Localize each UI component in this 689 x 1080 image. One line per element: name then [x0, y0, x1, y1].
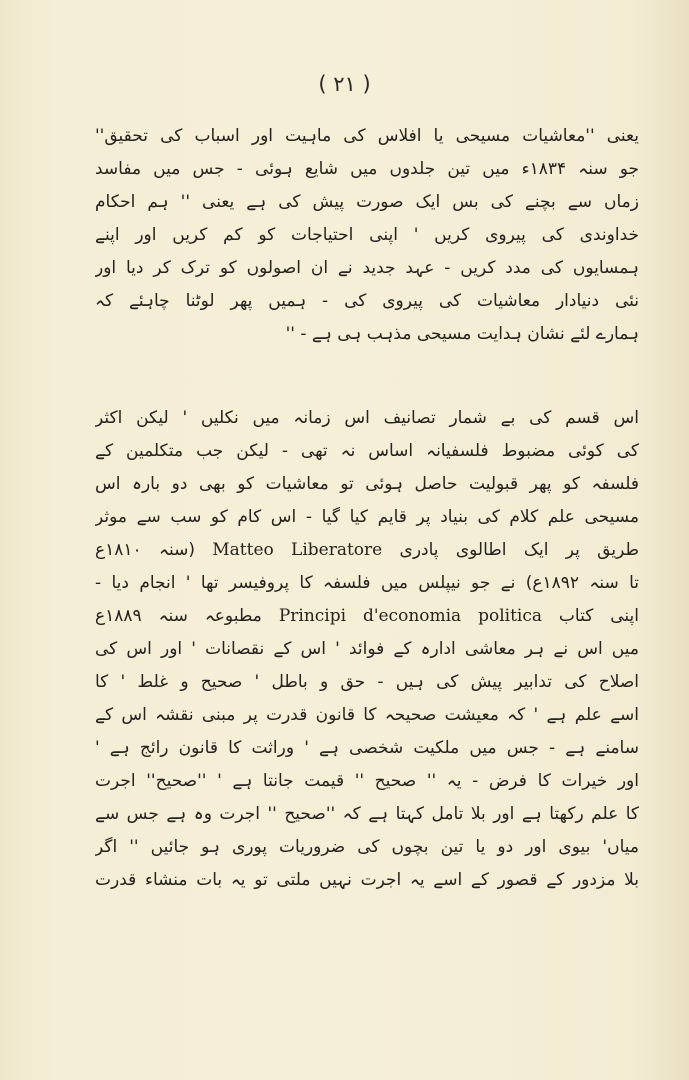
text-line: جو سنہ ۱۸۳۴ء میں تین جلدوں میں شایع ہوئی - جس میں مفاسد [95, 159, 639, 179]
urdu-text: اپنی کتاب [558, 606, 639, 626]
text-line: اسے علم ہے ' کہ معیشت صحیحہ کا قانون قدرت پر مبنی نقشہ اس کے [95, 705, 639, 725]
text-line: سامنے ہے - جس میں ملکیت شخصی ہے ' وراثت کا قانون رائج ہے ' [95, 738, 639, 758]
text-line: کا علم رکھتا ہے اور بلا تامل کہتا ہے کہ ''صحیح '' اجرت وہ ہے جس سے [95, 804, 639, 824]
text-line: اصلاح کی تدابیر پیش کی ہیں - حق و باطل ' صحیح و غلط ' کا [95, 672, 639, 692]
text-line: میں اس نے ہر معاشی ادارہ کے فوائد ' اس کے نقصانات ' اور اس کی [95, 639, 639, 659]
urdu-text: طریق پر ایک اطالوی پادری [399, 540, 639, 560]
text-line: نئی دنیادار معاشیات کی پیروی کی - ہمیں پھر لوٹنا چاہئے کہ [95, 291, 639, 311]
text-line: اس قسم کی بے شمار تصانیف اس زمانہ میں نکلیں ' لیکن اکثر [95, 408, 639, 428]
text-line-with-latin [95, 600, 639, 633]
text-line: اور خیرات کا فرض - یہ '' صحیح '' قیمت جانتا ہے ' ''صحیح'' اجرت [95, 771, 639, 791]
paragraph-2 [95, 402, 639, 897]
text-line-with-latin [95, 534, 639, 567]
text-line: تا سنہ ۱۸۹۲ع) نے جو نیپلس میں فلسفہ کا پروفیسر تھا ' انجام دیا - [95, 573, 639, 593]
text-line: یعنی ''معاشیات مسیحی یا افلاس کی ماہیت اور اسباب کی تحقیق'' [95, 126, 639, 146]
latin-book-title: Principi d'economia politica [278, 606, 543, 626]
text-line: بلا مزدور کے قصور کے اسے یہ اجرت نہیں ملتی تو یہ بات منشاء قدرت [95, 870, 639, 890]
text-line: زماں سے بچنے کی بس ایک صورت پیش کی ہے یعنی '' ہم احکام [95, 192, 639, 212]
text-line: ہمسایوں کی مدد کریں - عہد جدید نے ان اصولوں کو ترک کر دیا اور [95, 258, 639, 278]
text-line: کی کوئی مضبوط فلسفیانہ اساس نہ تھی - لیکن جب متکلمین کے [95, 441, 639, 461]
text-line: ہمارے لئے نشان ہدایت مسیحی مذہب ہی ہے - '' [285, 324, 639, 344]
urdu-text: (سنہ ۱۸۱۰ع [95, 540, 195, 560]
text-line: خداوندی کی پیروی کریں ' اپنی احتیاجات کو کم کریں اور اپنے [95, 225, 639, 245]
text-line: میاں' بیوی اور دو یا تین بچوں کی ضروریات پوری ہو جائیں '' اگر [95, 837, 639, 857]
text-line: مسیحی علم کلام کی بنیاد پر قایم کیا گیا - اس کام کو سب سے موثر [95, 507, 639, 527]
urdu-text: مطبوعہ سنہ ۱۸۸۹ع [95, 606, 262, 626]
text-line: فلسفہ کو پھر قبولیت حاصل ہوئی تو معاشیات کو بھی دو بارہ اس [95, 474, 639, 494]
latin-name: Matteo Liberatore [212, 540, 383, 560]
paragraph-1 [95, 120, 639, 351]
page-number: ( ۲۱ ) [318, 72, 371, 96]
